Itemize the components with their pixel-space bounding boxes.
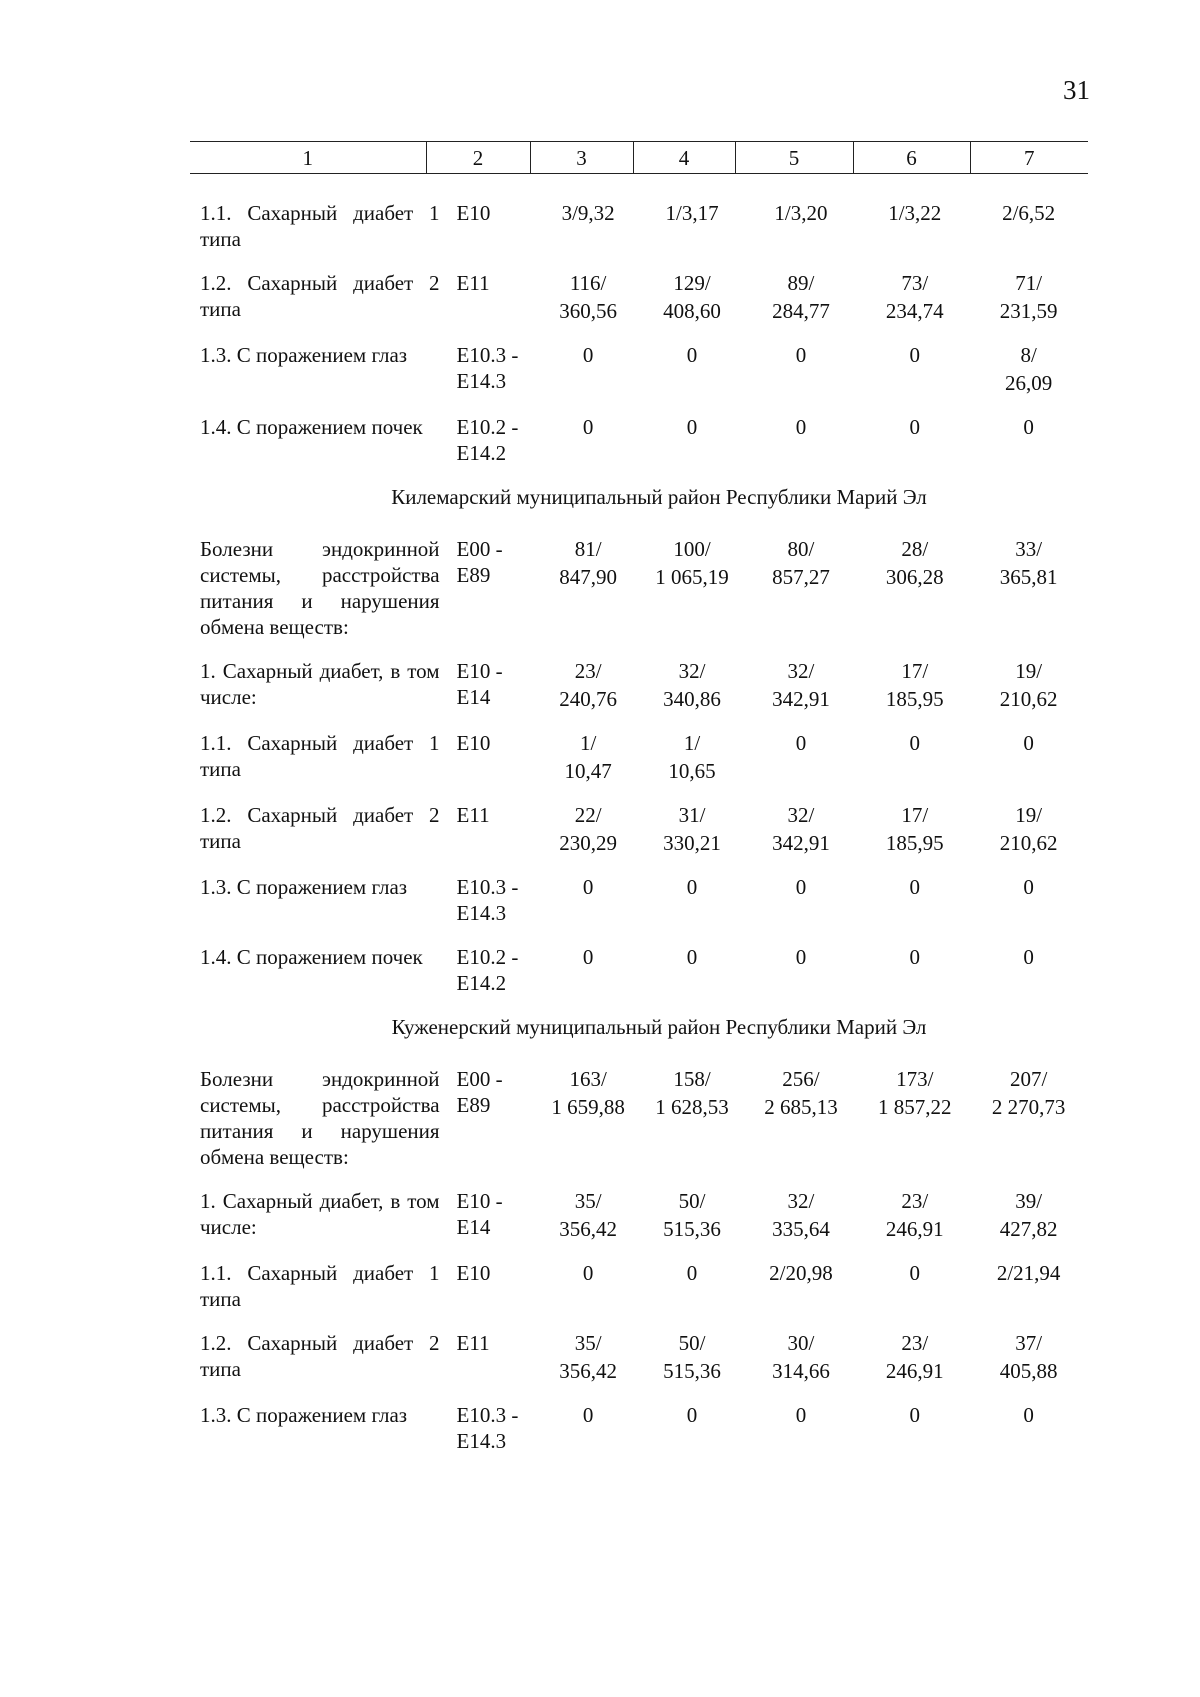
value-cell [742,414,861,440]
row-label: 1.1. Сахарный диабет 1 типа [200,201,440,251]
value-cell [860,200,969,226]
icd-code: E00 - E89 [456,537,503,587]
table-row [190,342,1088,396]
row-label: Болезни эндокринной системы, расстройства питания и нарушения обмена веществ: [200,537,440,639]
icd-code: E10.3 - E14.3 [456,1403,519,1453]
value-cell [643,730,742,784]
value-cell [534,342,643,368]
value-count: 73/ [901,271,929,295]
value-count: 0 [582,1261,594,1285]
value-rate: 408,60 [663,299,721,323]
value-cell [969,802,1088,856]
value-count: 0 [795,945,807,969]
icd-code: E11 [456,271,490,295]
value-rate: 2 270,73 [991,1095,1066,1119]
table-row [190,944,1088,996]
value-cell [969,658,1088,712]
value-rate: 330,21 [663,831,721,855]
value-cell [860,802,969,856]
value-count: 35/ [574,1331,602,1355]
value-count: 0 [1023,731,1034,755]
value-count: 0 [795,343,807,367]
row-label: Болезни эндокринной системы, расстройства питания и нарушения обмена веществ: [200,1067,440,1169]
value-count: 173/ [896,1067,934,1091]
value-count: 0 [909,1403,921,1427]
value-cell [742,342,861,368]
value-count: 0 [909,875,921,899]
value-rate: 405,88 [999,1359,1058,1383]
value-count: 2/6,52 [1002,201,1056,225]
table-row [190,802,1088,856]
row-label: 1.3. С поражением глаз [200,875,408,899]
value-cell [643,658,742,712]
value-cell [534,802,643,856]
value-cell [969,1330,1088,1384]
header-cell: 3 [530,142,633,174]
value-count: 1/ [579,731,597,755]
value-cell [860,536,969,590]
value-rate: 231,59 [999,299,1058,323]
value-count: 129/ [673,271,711,295]
value-rate: 185,95 [885,687,944,711]
value-cell [742,658,861,712]
value-count: 0 [795,1403,807,1427]
value-cell [643,270,742,324]
value-cell [860,1402,969,1428]
value-rate: 356,42 [559,1359,617,1383]
value-cell [742,536,861,590]
value-count: 1/3,20 [774,201,828,225]
value-count: 17/ [901,659,929,683]
value-count: 116/ [569,271,607,295]
value-count: 0 [909,1261,921,1285]
value-count: 0 [1023,1403,1034,1427]
value-count: 28/ [901,537,929,561]
row-label: 1.4. С поражением почек [200,945,423,969]
value-rate: 246,91 [885,1217,944,1241]
icd-code: E10 [456,731,491,755]
table-row [190,200,1088,252]
row-label: 1.1. Сахарный диабет 1 типа [200,1261,440,1311]
header-cell: 2 [426,142,530,174]
value-rate: 515,36 [663,1359,721,1383]
value-cell [643,1330,742,1384]
header-cell: 7 [970,142,1088,174]
value-cell [534,1330,643,1384]
value-cell [969,874,1088,900]
value-cell [534,874,643,900]
value-count: 2/20,98 [769,1261,833,1285]
value-cell [742,1188,861,1242]
value-cell [969,1066,1088,1120]
value-count: 0 [909,343,921,367]
value-cell [969,1402,1088,1428]
icd-code: E10 [456,201,491,225]
icd-code: E10.2 - E14.2 [456,415,519,465]
table-row [190,874,1088,926]
value-rate: 857,27 [772,565,830,589]
icd-code: E10.2 - E14.2 [456,945,519,995]
value-cell [534,1188,643,1242]
section-title: Килемарский муниципальный район Республики Марий Эл [391,485,927,509]
table-row [190,536,1088,640]
value-count: 0 [1023,415,1034,439]
value-cell [742,1066,861,1120]
value-rate: 10,47 [564,759,612,783]
value-cell [860,342,969,368]
table-row [190,414,1088,466]
value-cell [742,200,861,226]
section-title: Куженерский муниципальный район Республики Марий Эл [391,1015,927,1039]
value-cell [860,944,969,970]
row-label: 1.3. С поражением глаз [200,343,408,367]
value-cell [742,944,861,970]
value-cell [742,1260,861,1286]
value-rate: 1 857,22 [878,1095,952,1119]
value-count: 39/ [1015,1189,1043,1213]
value-count: 32/ [787,659,815,683]
value-count: 50/ [678,1189,706,1213]
value-cell [534,730,643,784]
value-count: 0 [795,875,807,899]
value-count: 71/ [1015,271,1043,295]
value-cell [534,200,643,226]
icd-code: E10.3 - E14.3 [456,875,519,925]
value-rate: 356,42 [559,1217,617,1241]
row-label: 1.4. С поражением почек [200,415,423,439]
value-cell [969,414,1088,440]
row-label: 1.2. Сахарный диабет 2 типа [200,271,440,321]
value-cell [643,802,742,856]
value-count: 1/ [683,731,701,755]
value-cell [742,270,861,324]
value-cell [643,1066,742,1120]
value-cell [742,1402,861,1428]
value-cell [860,1066,969,1120]
value-rate: 185,95 [885,831,944,855]
value-count: 50/ [678,1331,706,1355]
value-cell [860,1188,969,1242]
value-rate: 342,91 [772,831,830,855]
value-count: 100/ [673,537,711,561]
value-count: 1/3,22 [888,201,942,225]
value-cell [643,536,742,590]
value-rate: 234,74 [885,299,944,323]
value-count: 0 [582,1403,594,1427]
icd-code: E10 - E14 [456,1189,503,1239]
value-rate: 306,28 [885,565,944,589]
value-count: 19/ [1015,659,1043,683]
value-rate: 360,56 [559,299,617,323]
value-count: 0 [1023,945,1034,969]
icd-code: E10.3 - E14.3 [456,343,519,393]
value-count: 17/ [901,803,929,827]
value-cell [742,802,861,856]
value-count: 33/ [1015,537,1043,561]
page-number: 31 [1063,75,1090,105]
value-count: 0 [909,731,921,755]
value-cell [534,414,643,440]
value-count: 81/ [574,537,602,561]
value-count: 0 [686,415,698,439]
value-cell [643,1402,742,1428]
icd-code: E10 - E14 [456,659,503,709]
value-cell [969,270,1088,324]
value-rate: 1 065,19 [655,565,729,589]
value-cell [860,414,969,440]
value-count: 0 [582,875,594,899]
table-row [190,1188,1088,1242]
row-label: 1.2. Сахарный диабет 2 типа [200,1331,440,1381]
value-rate: 240,76 [559,687,617,711]
value-count: 207/ [1009,1067,1048,1091]
table-row [190,270,1088,324]
value-cell [534,270,643,324]
table-row [190,1402,1088,1454]
value-cell [969,944,1088,970]
value-cell [534,1066,643,1120]
value-count: 32/ [787,1189,815,1213]
value-cell [969,342,1088,396]
value-rate: 847,90 [559,565,617,589]
value-count: 0 [582,343,594,367]
icd-code: E00 - E89 [456,1067,503,1117]
icd-code: E11 [456,803,490,827]
value-rate: 210,62 [999,831,1058,855]
value-cell [860,1330,969,1384]
value-cell [534,536,643,590]
value-count: 0 [686,945,698,969]
value-cell [534,1402,643,1428]
value-count: 0 [909,945,921,969]
value-rate: 427,82 [999,1217,1058,1241]
value-count: 31/ [678,803,706,827]
table-row [190,1066,1088,1170]
value-rate: 515,36 [663,1217,721,1241]
value-count: 80/ [787,537,815,561]
value-cell [742,730,861,756]
value-count: 0 [582,415,594,439]
value-count: 23/ [901,1189,929,1213]
value-count: 0 [795,415,807,439]
row-label: 1. Сахарный диабет, в том числе: [200,1189,440,1239]
value-count: 163/ [569,1067,607,1091]
value-cell [742,874,861,900]
value-rate: 342,91 [772,687,830,711]
table-row [190,730,1088,784]
table-row [190,1330,1088,1384]
value-count: 30/ [787,1331,815,1355]
icd-code: E10 [456,1261,491,1285]
value-count: 19/ [1015,803,1043,827]
value-rate: 2 685,13 [764,1095,838,1119]
value-count: 23/ [901,1331,929,1355]
value-count: 0 [686,875,698,899]
value-rate: 1 628,53 [655,1095,729,1119]
value-rate: 314,66 [772,1359,830,1383]
row-label: 1.2. Сахарный диабет 2 типа [200,803,440,853]
value-count: 23/ [574,659,602,683]
value-count: 256/ [782,1067,820,1091]
value-cell [643,342,742,368]
value-count: 2/21,94 [996,1261,1061,1285]
column-number-header [190,141,1088,174]
row-label: 1.3. С поражением глаз [200,1403,408,1427]
row-label: 1.1. Сахарный диабет 1 типа [200,731,440,781]
value-count: 8/ [1020,343,1037,367]
value-count: 0 [686,343,698,367]
value-count: 35/ [574,1189,602,1213]
icd-code: E11 [456,1331,490,1355]
value-cell [534,944,643,970]
value-cell [860,658,969,712]
value-count: 0 [686,1261,698,1285]
value-cell [860,270,969,324]
value-count: 1/3,17 [665,201,719,225]
value-count: 32/ [678,659,706,683]
value-rate: 1 659,88 [551,1095,625,1119]
value-count: 0 [909,415,921,439]
value-cell [742,1330,861,1384]
value-count: 37/ [1015,1331,1043,1355]
value-rate: 10,65 [668,759,716,783]
value-cell [969,200,1088,226]
value-cell [643,944,742,970]
table-row [190,658,1088,712]
value-count: 32/ [787,803,815,827]
header-cell: 5 [735,142,853,174]
value-count: 3/9,32 [561,201,615,225]
value-cell [643,1260,742,1286]
value-cell [643,1188,742,1242]
value-cell [860,1260,969,1286]
value-cell [969,536,1088,590]
row-label: 1. Сахарный диабет, в том числе: [200,659,440,709]
value-count: 22/ [574,803,602,827]
value-cell [860,874,969,900]
value-rate: 284,77 [772,299,830,323]
value-count: 89/ [787,271,815,295]
value-cell [860,730,969,756]
value-count: 0 [795,731,807,755]
value-count: 0 [686,1403,698,1427]
value-cell [643,414,742,440]
value-count: 0 [582,945,594,969]
value-cell [643,874,742,900]
value-cell [969,1260,1088,1286]
value-cell [534,1260,643,1286]
value-rate: 335,64 [772,1217,830,1241]
header-cell: 1 [190,142,426,174]
statistics-body [190,200,1088,1472]
table-row [190,1260,1088,1312]
value-cell [534,658,643,712]
header-cell: 4 [633,142,735,174]
value-rate: 210,62 [999,687,1058,711]
header-cell: 6 [853,142,970,174]
value-cell [969,730,1088,756]
value-rate: 246,91 [885,1359,944,1383]
value-rate: 340,86 [663,687,721,711]
value-count: 0 [1023,875,1034,899]
value-rate: 365,81 [999,565,1058,589]
value-cell [969,1188,1088,1242]
value-count: 158/ [673,1067,711,1091]
value-rate: 26,09 [1004,371,1053,395]
value-cell [643,200,742,226]
value-rate: 230,29 [559,831,617,855]
